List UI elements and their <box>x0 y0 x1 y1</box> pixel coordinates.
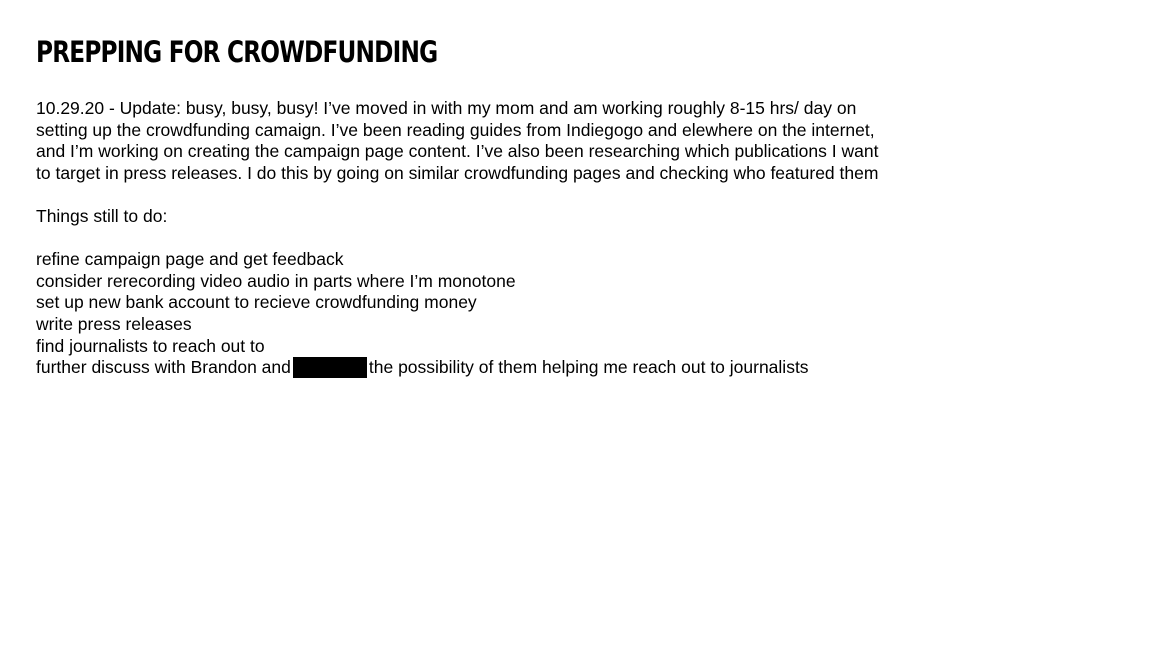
todo-heading: Things still to do: <box>36 205 168 226</box>
todo-item-text-after: the possibility of them helping me reach out to journalists <box>368 357 809 378</box>
todo-item: find journalists to reach out to <box>36 335 265 356</box>
todo-item-text-before: further discuss with Brandon and <box>36 357 291 378</box>
slide-title: PREPPING FOR CROWDFUNDING <box>36 35 438 69</box>
spacer <box>36 228 886 250</box>
slide-body <box>36 98 886 379</box>
todo-item: consider rerecording video audio in parts where I’m monotone <box>36 270 516 291</box>
redaction-block <box>293 357 367 378</box>
spacer <box>36 184 886 206</box>
todo-item: refine campaign page and get feedback <box>36 249 344 270</box>
todo-list <box>36 249 886 379</box>
todo-item-with-redaction <box>36 357 886 379</box>
todo-item: set up new bank account to recieve crowdfunding money <box>36 292 477 313</box>
update-paragraph: 10.29.20 - Update: busy, busy, busy! I’ve moved in with my mom and am working roughly 8-15 hrs/ day on setting up the crowdfunding camaign. I’ve been reading guides from Indiegogo and elewhere on the internet, and I’m working on creating the campaign page content. I’ve also been researching which publications I want to target in press releases. I do this by going on similar crowdfunding pages and checking who featured them <box>36 98 879 183</box>
todo-item: write press releases <box>36 313 192 334</box>
